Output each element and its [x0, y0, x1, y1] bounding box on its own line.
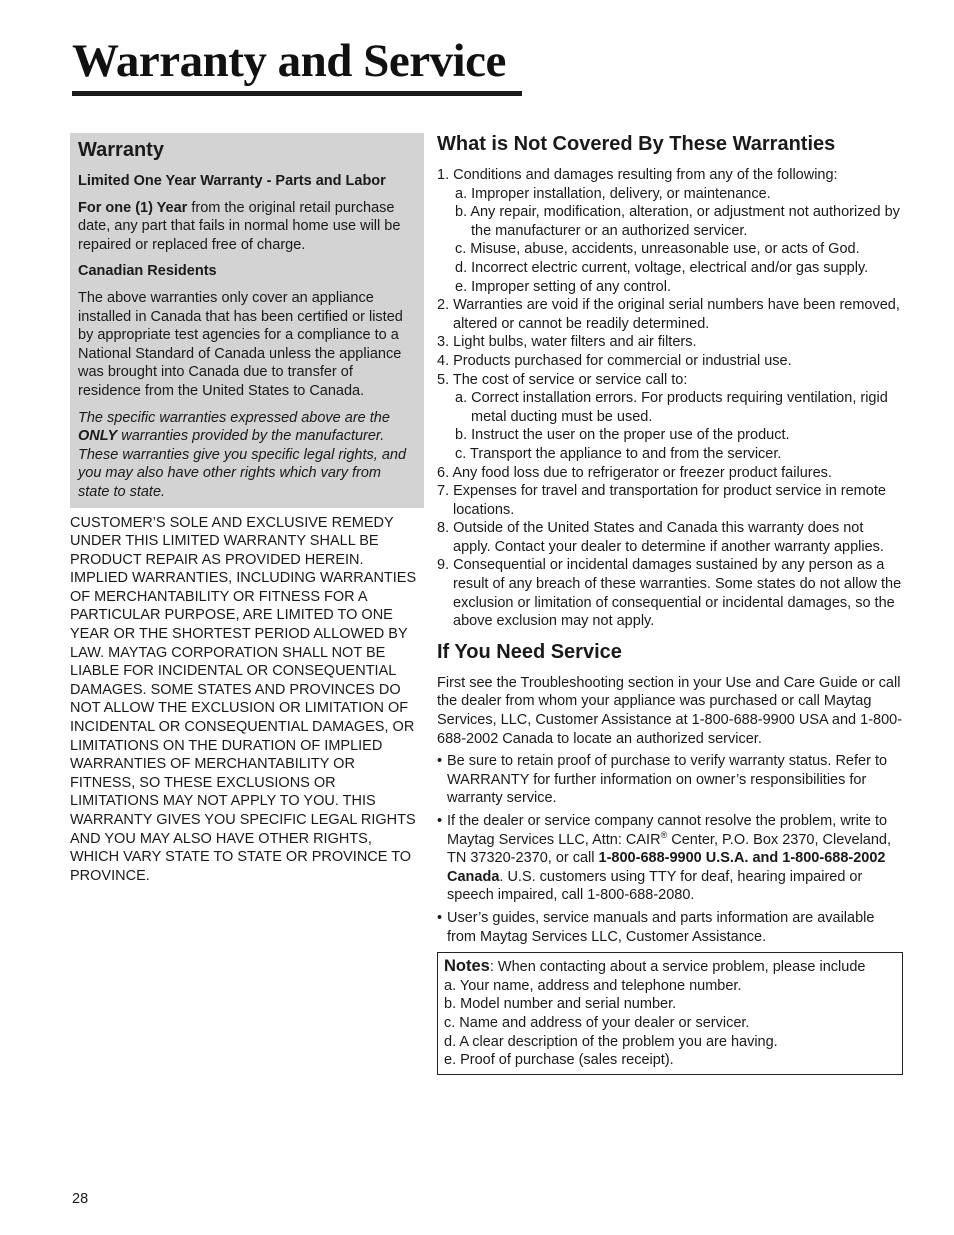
notes-item: d. A clear description of the problem you are having. [444, 1033, 778, 1050]
not-covered-subitem: b. Any repair, modification, alteration, or adjustment not authorized by the manufacturer or an authorized servicer. [455, 204, 900, 239]
right-column [437, 131, 903, 1075]
service-bullet-text: . U.S. customers using TTY for deaf, hearing impaired or speech impaired, call 1-800-688-2080. [447, 868, 863, 904]
service-bullet [437, 909, 903, 946]
service-phone-numbers: 1-800-688-9900 U.S.A. and 1-800-688-2002 Canada [447, 850, 886, 885]
specific-pre: The specific warranties expressed above are the [78, 409, 390, 426]
notes-item: a. Your name, address and telephone number. [444, 977, 742, 994]
not-covered-subitem: c. Transport the appliance to and from the servicer. [455, 445, 782, 462]
not-covered-subitem: e. Improper setting of any control. [455, 278, 671, 295]
notes-label: Notes [444, 957, 490, 976]
notes-item: b. Model number and serial number. [444, 996, 677, 1013]
not-covered-subitem: a. Improper installation, delivery, or maintenance. [455, 185, 771, 202]
not-covered-item: 1. Conditions and damages resulting from any of the following: [437, 167, 838, 183]
not-covered-subitem: a. Correct installation errors. For products requiring ventilation, rigid metal ducting must be used. [455, 390, 888, 425]
one-year-paragraph [78, 199, 416, 255]
not-covered-subitem: c. Misuse, abuse, accidents, unreasonable use, or acts of God. [455, 241, 860, 258]
service-bullet [437, 812, 903, 905]
limited-warranty-heading: Limited One Year Warranty - Parts and Labor [78, 173, 386, 189]
notes-item: c. Name and address of your dealer or servicer. [444, 1014, 750, 1031]
not-covered-item: 2. Warranties are void if the original serial numbers have been removed, altered or cannot be readily determined. [437, 297, 900, 332]
canadian-residents-text: The above warranties only cover an appliance installed in Canada that has been certified or listed by appropriate test agencies for a compliance to a National Standard of Canada unless the appliance was brought into Canada due to transfer of residence from the United States to Canada. [78, 289, 403, 399]
specific-post: warranties provided by the manufacturer. These warranties give you specific legal rights, and you may also have other rights which vary from state to state. [78, 428, 407, 500]
notes-intro: : When contacting about a service problem, please include [489, 959, 866, 976]
one-year-bold: For one (1) Year [78, 199, 188, 216]
not-covered-item: 5. The cost of service or service call to: [437, 371, 688, 388]
not-covered-list [437, 166, 903, 631]
not-covered-item: 4. Products purchased for commercial or industrial use. [437, 352, 792, 369]
notes-item: e. Proof of purchase (sales receipt). [444, 1052, 674, 1069]
specific-only: ONLY [78, 428, 118, 445]
not-covered-heading: What is Not Covered By These Warranties [437, 133, 836, 155]
not-covered-subitem: d. Incorrect electric current, voltage, electrical and/or gas supply. [455, 259, 869, 276]
not-covered-item: 8. Outside of the United States and Canada this warranty does not apply. Contact your dealer to determine if another warranty applies. [437, 520, 884, 555]
not-covered-subitem: b. Instruct the user on the proper use of the product. [455, 427, 790, 444]
notes-intro-line [444, 959, 865, 975]
one-year-text: from the original retail purchase date, any part that fails in normal home use will be repaired or replaced free of charge. [78, 199, 401, 253]
bullet-icon: • [437, 753, 443, 770]
not-covered-item: 9. Consequential or incidental damages sustained by any person as a result of any breach of these warranties. Some states do not allow the exclusion or limitation of consequential or incidental damages, so the above exclusion may not apply. [437, 557, 902, 630]
warranty-disclaimer: CUSTOMER’S SOLE AND EXCLUSIVE REMEDY UNDER THIS LIMITED WARRANTY SHALL BE PRODUCT REPAIR AS PROVIDED HEREIN. IMPLIED WARRANTIES, INCLUDING WARRANTIES OF MERCHANTABILITY OR FITNESS FOR A PARTICULAR PURPOSE, ARE LIMITED TO ONE YEAR OR THE SHORTEST PERIOD ALLOWED BY LAW. MAYTAG CORPORATION SHALL NOT BE LIABLE FOR INCIDENTAL OR CONSEQUENTIAL DAMAGES. SOME STATES AND PROVINCES DO NOT ALLOW THE EXCLUSION OR LIMITATION OF INCIDENTAL OR CONSEQUENTIAL DAMAGES, OR LIMITATIONS ON THE DURATION OF IMPLIED WARRANTIES OF MERCHANTABILITY OR FITNESS, SO THESE EXCLUSIONS OR LIMITATIONS MAY NOT APPLY TO YOU. THIS WARRANTY GIVES YOU SPECIFIC LEGAL RIGHTS AND YOU MAY ALSO HAVE OTHER RIGHTS, WHICH VARY STATE TO STATE OR PROVINCE TO PROVINCE. [70, 514, 417, 884]
service-heading: If You Need Service [437, 640, 622, 663]
warranty-box [70, 133, 424, 508]
service-bullet [437, 752, 903, 808]
not-covered-item: 7. Expenses for travel and transportation for product service in remote locations. [437, 483, 886, 518]
not-covered-item: 3. Light bulbs, water filters and air filters. [437, 334, 697, 351]
service-bullet-text: Be sure to retain proof of purchase to verify warranty status. Refer to WARRANTY for further information on owner’s responsibilities for warranty service. [447, 753, 888, 807]
bullet-icon: • [437, 909, 443, 926]
page-number: 28 [72, 1191, 89, 1207]
left-column [70, 133, 424, 885]
specific-warranties-paragraph [78, 409, 416, 502]
registered-mark: ® [660, 829, 668, 840]
page-title: Warranty and Service [72, 35, 506, 87]
notes-box [437, 952, 903, 1075]
title-rule [72, 91, 522, 96]
bullet-icon: • [437, 813, 443, 829]
warranty-heading: Warranty [78, 139, 164, 161]
service-intro: First see the Troubleshooting section in your Use and Care Guide or call the dealer from whom your appliance was purchased or call Maytag Services, LLC, Customer Assistance at 1-800-688-9900 USA and 1-800-688-2002 Canada to locate an authorized servicer. [437, 674, 903, 747]
service-bullet-text: Center, P.O. Box 2370, Cleveland, TN 37320-2370, or call [447, 831, 892, 867]
service-bullets [437, 752, 903, 946]
not-covered-item: 6. Any food loss due to refrigerator or freezer product failures. [437, 464, 832, 481]
service-bullet-text: User’s guides, service manuals and parts information are available from Maytag Services LLC, Customer Assistance. [447, 909, 875, 945]
service-bullet-text: If the dealer or service company cannot resolve the problem, write to Maytag Services LLC, Attn: CAIR [447, 813, 888, 848]
canadian-residents-heading: Canadian Residents [78, 263, 217, 280]
